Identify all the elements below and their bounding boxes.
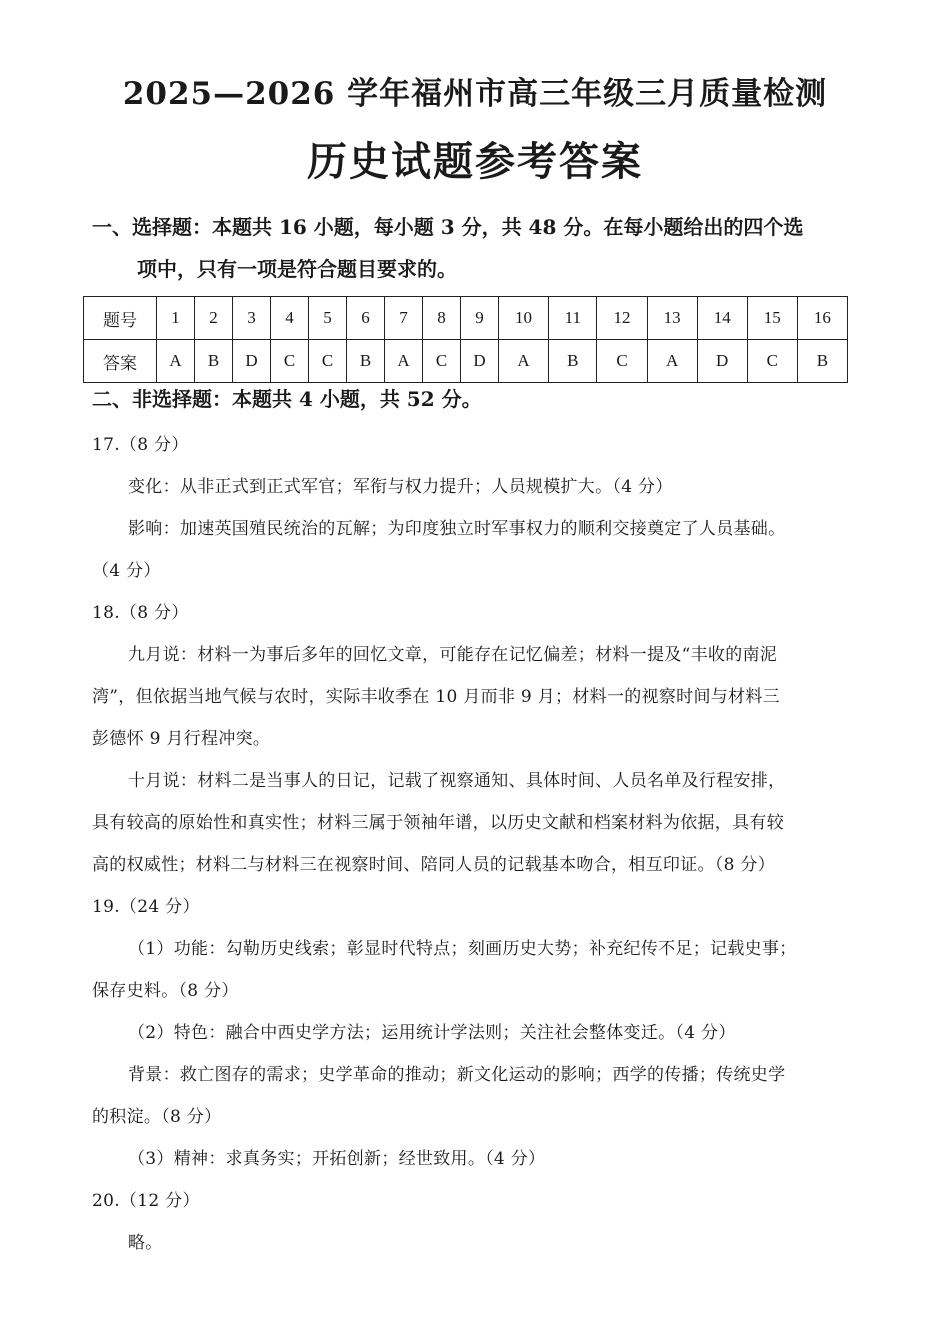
q18-line: 湾”，但依据当地气候与农时，实际丰收季在 10 月而非 9 月；材料一的视察时间与材料三 [92,687,780,707]
table-cell-number: 5 [309,297,347,340]
q19-line: （1）功能：勾勒历史线索；彰显时代特点；刻画历史大势；补充纪传不足；记载史事； [128,939,797,959]
table-cell-answer: B [549,340,597,383]
table-cell-number: 16 [797,297,847,340]
q19-line: （2）特色：融合中西史学方法；运用统计学法则；关注社会整体变迁。（4 分） [128,1023,736,1043]
table-row-numbers [84,297,848,340]
table-cell-answer: B [195,340,233,383]
q17-line: （4 分） [92,561,161,581]
q19-line: （3）精神：求真务实；开拓创新；经世致用。（4 分） [128,1149,546,1169]
page-title: 2025—2026 学年福州市高三年级三月质量检测 [122,76,828,112]
q18-line: 高的权威性；材料二与材料三在视察时间、陪同人员的记载基本吻合，相互印证。（8 分） [92,855,776,875]
table-cell-number: 13 [647,297,697,340]
table-cell-answer: B [797,340,847,383]
table-cell-answer: C [597,340,647,383]
table-cell-answer: C [747,340,797,383]
q19-line: 的积淀。（8 分） [92,1107,222,1127]
q20-label: 20.（12 分） [92,1191,200,1211]
q17-line: 变化：从非正式到正式军官；军衔与权力提升；人员规模扩大。（4 分） [128,477,673,497]
section1-heading-line1: 一、选择题：本题共 16 小题，每小题 3 分，共 48 分。在每小题给出的四个选 [92,215,804,239]
q18-line: 具有较高的原始性和真实性；材料三属于领袖年谱，以历史文献和档案材料为依据，具有较 [92,813,784,833]
table-cell-answer: D [697,340,747,383]
q17-line: 影响：加速英国殖民统治的瓦解；为印度独立时军事权力的顺利交接奠定了人员基础。 [128,519,786,539]
table-row-answers [84,340,848,383]
table-cell-number: 14 [697,297,747,340]
table-cell-answer: C [423,340,461,383]
table-cell-answer: C [271,340,309,383]
table-cell-answer: C [309,340,347,383]
q18-label: 18.（8 分） [92,603,189,623]
table-cell-number: 9 [461,297,499,340]
table-cell-answer: A [647,340,697,383]
q18-line: 九月说：材料一为事后多年的回忆文章，可能存在记忆偏差；材料一提及“丰收的南泥 [128,645,778,665]
table-cell-number: 15 [747,297,797,340]
table-cell-number: 1 [157,297,195,340]
table-cell-answer: B [347,340,385,383]
q18-line: 十月说：材料二是当事人的日记，记载了视察通知、具体时间、人员名单及行程安排， [128,771,786,791]
q17-block [92,424,852,1264]
q19-label: 19.（24 分） [92,897,200,917]
q19-line: 保存史料。（8 分） [92,981,239,1001]
section1-heading-line2: 项中，只有一项是符合题目要求的。 [137,257,457,281]
section1-heading [92,206,852,290]
table-cell-answer: D [461,340,499,383]
table-cell-number: 4 [271,297,309,340]
q17-label: 17.（8 分） [92,435,189,455]
table-cell-number: 11 [549,297,597,340]
page-subtitle: 历史试题参考答案 [307,138,643,185]
table-cell-answer: D [233,340,271,383]
q18-line: 彭德怀 9 月行程冲突。 [92,729,271,749]
table-row-label: 答案 [84,340,157,383]
table-cell-number: 6 [347,297,385,340]
table-cell-answer: A [499,340,549,383]
table-row-label: 题号 [84,297,157,340]
section2-heading: 二、非选择题：本题共 4 小题，共 52 分。 [92,387,482,411]
table-cell-number: 12 [597,297,647,340]
table-cell-answer: A [157,340,195,383]
table-cell-number: 3 [233,297,271,340]
q19-line: 背景：救亡图存的需求；史学革命的推动；新文化运动的影响；西学的传播；传统史学 [128,1065,786,1085]
table-cell-number: 7 [385,297,423,340]
table-cell-number: 8 [423,297,461,340]
table-cell-number: 2 [195,297,233,340]
table-cell-answer: A [385,340,423,383]
table-cell-number: 10 [499,297,549,340]
q20-line: 略。 [128,1233,163,1253]
answer-table [83,296,848,383]
